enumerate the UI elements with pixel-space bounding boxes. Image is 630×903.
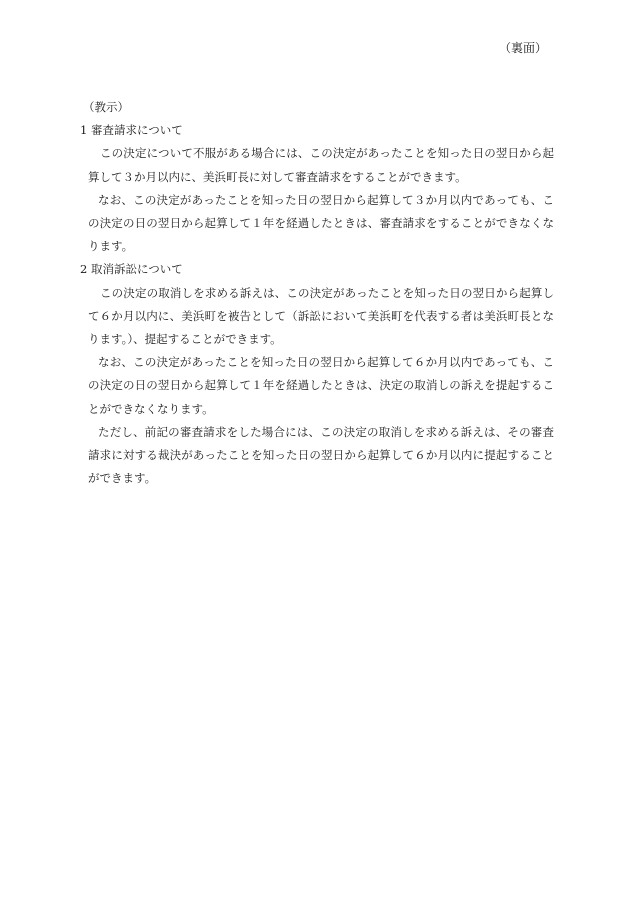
paragraph: なお、この決定があったことを知った日の翌日から起算して６か月以内であっても、この決定の日の翌日から起算して１年を経過したときは、決定の取消しの訴えを提起することができなくなります。	[88, 355, 554, 416]
section-title: 取消訴訟について	[91, 262, 183, 277]
paragraph: なお、この決定があったことを知った日の翌日から起算して３か月以内であっても、この決定の日の翌日から起算して１年を経過したときは、審査請求をすることができなくなります。	[88, 192, 554, 254]
section-number: 1	[80, 123, 88, 138]
section-heading-lawsuit	[80, 258, 554, 281]
paragraph: この決定の取消しを求める訴えは、この決定があったことを知った日の翌日から起算して６か月以内に、美浜町を被告として（訴訟において美浜町を代表する者は美浜町長となります。）、提起することができます。	[88, 285, 554, 347]
notice-title: （教示）	[83, 100, 129, 114]
notice-body	[80, 96, 554, 490]
section-title: 審査請求について	[91, 123, 183, 138]
page-side-label: （裏面）	[498, 41, 547, 55]
paragraph: この決定について不服がある場合には、この決定があったことを知った日の翌日から起算して３か月以内に、美浜町長に対して審査請求をすることができます。	[88, 146, 554, 184]
section-heading-appeal	[80, 119, 554, 142]
paragraph: ただし、前記の審査請求をした場合には、この決定の取消しを求める訴えは、その審査請求に対する裁決があったことを知った日の翌日から起算して６か月以内に提起することができます。	[88, 424, 554, 486]
section-number: 2	[80, 262, 88, 277]
